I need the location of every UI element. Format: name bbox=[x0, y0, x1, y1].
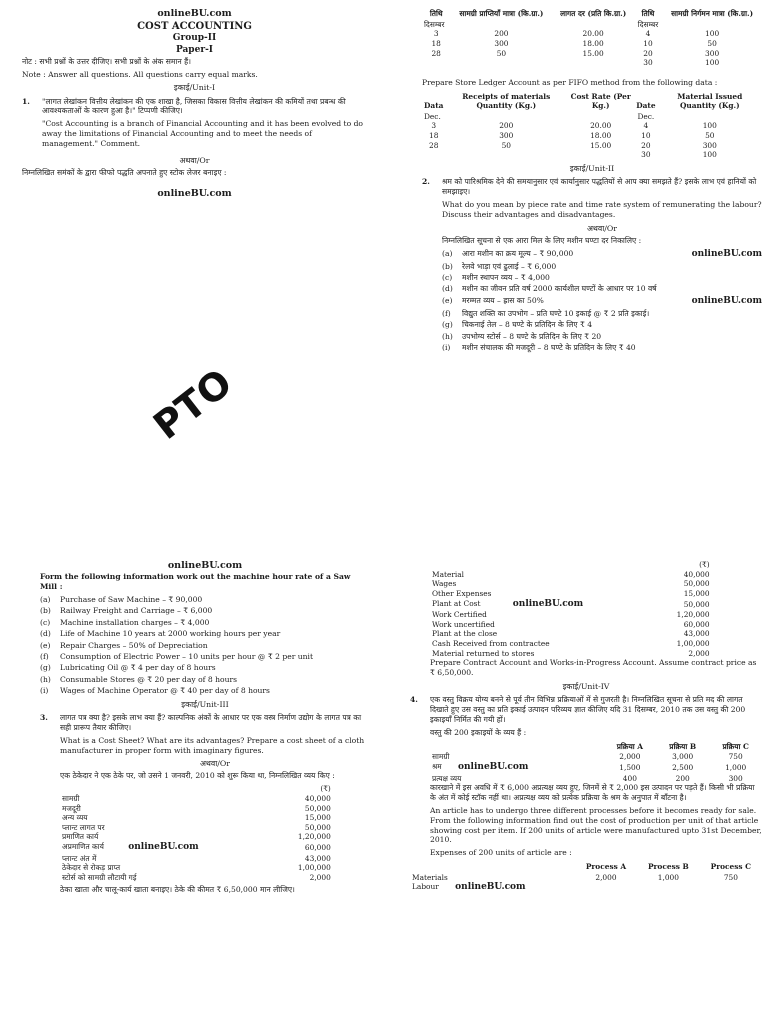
unit-heading: इकाई/Unit-I bbox=[173, 83, 216, 93]
or-question-hindi: निम्नलिखित समंकों के द्वारा फीफो पद्धति अपनाते हुए स्टोक लेजर बनाइए : bbox=[22, 167, 227, 177]
question-4 bbox=[410, 695, 762, 861]
table-row: 30 100 bbox=[641, 150, 717, 160]
list-item: (h) उपभोग्य स्टोर्स – 8 घण्टे के प्रतिदिन के लिए ₹ 20 bbox=[442, 331, 602, 341]
table-row: 18 300 18.00 10 50 bbox=[431, 38, 717, 48]
list-item: (d) मशीन का जीवन प्रति वर्ष 2000 कार्यशील घण्टों के आधार पर 10 वर्ष bbox=[442, 284, 657, 294]
table-header: तिथि bbox=[641, 9, 655, 18]
machine-rate-intro: Form the following information work out the machine hour rate of a Saw Mill : bbox=[40, 572, 351, 592]
unit-heading: इकाई/Unit-III bbox=[181, 699, 229, 709]
table-row: 28 50 15.00 20 300 bbox=[429, 140, 717, 150]
or-question-hindi: निम्नलिखित सूचना से एक आरा मिल के लिए मशीन घण्टा दर निकालिए : bbox=[442, 235, 642, 245]
table-header: Process C bbox=[710, 862, 752, 872]
table-row: Work Certified 1,20,000 bbox=[432, 610, 710, 620]
list-item: (a) Purchase of Saw Machine – ₹ 90,000 bbox=[40, 595, 203, 605]
table-row: Plant at Cost onlineBU.com 50,000 bbox=[432, 598, 710, 609]
machine-items-hindi bbox=[442, 249, 762, 353]
list-item: (g) चिकनाई तेल – 8 घण्टे के प्रतिदिन के लिए ₹ 4 bbox=[442, 320, 593, 330]
table-row: मजदूरी 50,000 bbox=[62, 803, 331, 813]
prepare-instruction: Prepare Contract Account and Works-in-Progress Account. Assume contract price as ₹ 6,50,000. bbox=[430, 658, 757, 678]
list-item: (e) मरम्मत व्यय – ह्रास का 50% onlineBU.com bbox=[442, 295, 762, 306]
note-hindi: नोट : सभी प्रश्नों के उत्तर दीजिए। सभी प्रश्नों के अंक समान हैं। bbox=[22, 56, 191, 66]
process-table-english bbox=[410, 861, 762, 894]
table-row: Labour onlineBU.com bbox=[412, 882, 526, 893]
watermark: onlineBU.com bbox=[691, 248, 762, 259]
month-label: Dec. bbox=[637, 111, 655, 121]
table-header: Process A bbox=[585, 862, 627, 872]
overhead-note-hindi: कारखाने में इस अवधि में ₹ 6,000 अप्रत्यक्ष व्यय हुए, जिनमें से ₹ 2,000 इस उत्पादन पर पड़ते हैं। किसी भी प्रक्रिया के अंत में कोई स्टॉक नहीं था। अप्रत्यक्ष व्यय को प्रत्येक प्रक्रिया के श्रम के अनुपात में बाँटना है। bbox=[430, 783, 755, 803]
rupee-header: (₹) bbox=[699, 560, 710, 569]
prepare-instruction: Prepare Store Ledger Account as per FIFO method from the following data : bbox=[422, 77, 718, 87]
english-stock-table bbox=[422, 91, 762, 160]
table-header: Cost Rate (Per Kg.) bbox=[570, 91, 631, 111]
watermark: onlineBU.com bbox=[157, 187, 232, 199]
bottom-right-column bbox=[410, 560, 762, 1020]
note-english: Note : Answer all questions. All questions carry equal marks. bbox=[22, 69, 258, 79]
table-row: स्टोर्स को सामग्री लौटायी गई 2,000 bbox=[62, 873, 331, 883]
or-divider: अथवा/Or bbox=[179, 155, 210, 165]
table-header: Process B bbox=[647, 862, 689, 872]
watermark: onlineBU.com bbox=[691, 295, 762, 306]
contract-table-hindi bbox=[60, 784, 333, 882]
table-header: Material Issued Quantity (Kg.) bbox=[677, 91, 743, 111]
list-item: (h) Consumable Stores @ ₹ 20 per day of 8 hours bbox=[40, 674, 237, 684]
question-english: What do you mean by piece rate and time rate system of remunerating the labour? Discuss their advantages and disadvantages. bbox=[442, 199, 762, 219]
top-left-column bbox=[22, 8, 367, 548]
unit-heading: इकाई/Unit-II bbox=[569, 163, 615, 173]
paper-label: Paper-I bbox=[175, 45, 214, 56]
table-header: सामग्री प्राप्तियाँ मात्रा (कि.ग्रा.) bbox=[459, 9, 544, 18]
table-row: Materials 2,000 1,000 750 bbox=[412, 872, 738, 882]
question-hindi: श्रम को पारिश्रमिक देने की समयानुसार एवं कार्यानुसार पद्धतियों से आप क्या समझते हैं? इसके लाभ एवं हानियों को समझाइए। bbox=[442, 177, 757, 196]
table-row: Material returned to stores 2,000 bbox=[432, 648, 710, 658]
list-item: (d) Life of Machine 10 years at 2000 working hours per year bbox=[40, 629, 281, 639]
list-item: (f) विद्युत शक्ति का उपभोग – प्रति घण्टे 10 इकाई @ ₹ 2 प्रति इकाई। bbox=[442, 308, 650, 318]
top-right-column bbox=[422, 8, 762, 548]
watermark: onlineBU.com bbox=[157, 8, 232, 19]
group-label: Group-II bbox=[172, 33, 217, 44]
table-row: ठेकेदार से रोकड़ प्राप्त 1,00,000 bbox=[62, 863, 331, 873]
table-row: प्लान्ट अंत में 43,000 bbox=[62, 853, 331, 863]
table-row: 30 100 bbox=[643, 58, 720, 68]
closing-instruction-hindi: ठेका खाता और चालू-कार्य खाता बनाइए। ठेके की कीमत ₹ 6,50,000 मान लीजिए। bbox=[60, 884, 295, 894]
expense-intro-english: Expenses of 200 units of article are : bbox=[430, 848, 572, 858]
machine-items-english bbox=[40, 595, 370, 696]
question-english: What is a Cost Sheet? What are its advantages? Prepare a cost sheet of a cloth manufacturer in proper form with imaginary figures. bbox=[60, 735, 365, 755]
table-row: अन्य व्यय 15,000 bbox=[62, 813, 331, 823]
watermark: onlineBU.com bbox=[455, 882, 526, 893]
question-hindi: एक वस्तु विक्रय योग्य बनने से पूर्व तीन विभिन्न प्रक्रियाओं में से गुजरती है। निम्नलिखित सूचना से प्रति मद की लागत दिखाते हुए उस वस्तु का प्रति इकाई उत्पादन परिव्यय ज्ञात कीजिए यदि 31 दिसम्बर, 2010 तक उस वस्तु की 200 इकाइयाँ निर्मित की गयी हों। bbox=[430, 695, 746, 724]
question-hindi: "लागत लेखांकन वित्तीय लेखांकन की एक शाखा है, जिसका विकास वित्तीय लेखांकन की कमियों तथा प्रबन्ध की आवश्यकताओं के कारण हुआ है।" टिप्पणी कीजिए। bbox=[42, 96, 346, 116]
table-header: प्रक्रिया B bbox=[669, 741, 697, 751]
question-1 bbox=[22, 97, 367, 152]
table-row: श्रम onlineBU.com 1,500 2,500 1,000 bbox=[432, 761, 747, 772]
list-item: (e) Repair Charges – 50% of Depreciation bbox=[40, 640, 208, 650]
table-header: Date bbox=[636, 101, 656, 111]
or-divider: अथवा/Or bbox=[199, 759, 231, 769]
table-row: प्रत्यक्ष व्यय 400 200 300 bbox=[432, 773, 743, 783]
table-row: 3 200 20.00 4 100 bbox=[433, 29, 720, 39]
watermark: onlineBU.com bbox=[458, 761, 529, 772]
pto-stamp: PTO bbox=[145, 360, 241, 448]
contract-table-english bbox=[430, 560, 712, 658]
list-item: (i) मशीन संचालक की मजदूरी – 8 घण्टे के प्रतिदिन के लिए ₹ 40 bbox=[442, 343, 636, 353]
table-header: सामग्री निर्गमन मात्रा (कि.ग्रा.) bbox=[671, 9, 754, 18]
question-number: 4. bbox=[410, 695, 418, 705]
table-row: प्रमाणित कार्य 1,20,000 bbox=[62, 832, 331, 842]
question-2 bbox=[422, 177, 762, 354]
table-row: 3 200 20.00 4 100 bbox=[431, 121, 717, 131]
hindi-stock-table bbox=[422, 8, 762, 68]
table-row: सामग्री 2,000 3,000 750 bbox=[432, 752, 743, 762]
list-item: (g) Lubricating Oil @ ₹ 4 per day of 8 hours bbox=[40, 663, 216, 673]
bottom-left-column bbox=[40, 560, 370, 1020]
table-row: सामग्री 40,000 bbox=[62, 793, 331, 803]
table-row: Cash Received from contractee 1,00,000 bbox=[432, 639, 710, 649]
expense-intro-hindi: वस्तु की 200 इकाइयों के व्यय हैं : bbox=[430, 727, 527, 737]
question-number: 1. bbox=[22, 96, 30, 106]
watermark: onlineBU.com bbox=[512, 598, 584, 609]
question-english: "Cost Accounting is a branch of Financial Accounting and it has been evolved to do away the limitations of Financial Accounting and to meet the needs of management." Comment. bbox=[42, 119, 363, 148]
table-header: तिथि bbox=[429, 9, 443, 18]
question-number: 2. bbox=[422, 177, 430, 187]
table-row: अप्रमाणित कार्य onlineBU.com 60,000 bbox=[62, 842, 331, 853]
list-item: (a) आरा मशीन का क्रय मूल्य – ₹ 90,000 onlineBU.com bbox=[442, 248, 762, 259]
table-row: 28 50 15.00 20 300 bbox=[431, 48, 720, 58]
rupee-header: (₹) bbox=[320, 784, 331, 794]
question-hindi: लागत पत्र क्या है? इसके लाभ क्या हैं? काल्पनिक अंकों के आधार पर एक वस्त्र निर्माण उद्योग के लागत पत्र का सही प्रारूप तैयार कीजिए। bbox=[60, 712, 362, 732]
process-table-hindi bbox=[430, 741, 762, 784]
table-header: Receipts of materials Quantity (Kg.) bbox=[462, 91, 551, 111]
list-item: (f) Consumption of Electric Power – 10 units per hour @ ₹ 2 per unit bbox=[40, 651, 313, 661]
month-label: दिसम्बर bbox=[637, 19, 659, 29]
watermark: onlineBU.com bbox=[167, 560, 243, 571]
list-item: (c) मशीन स्थापन व्यय – ₹ 4,000 bbox=[442, 273, 550, 283]
month-label: दिसम्बर bbox=[424, 19, 445, 29]
table-header: Data bbox=[424, 101, 444, 111]
table-row: प्लान्ट लागत पर 50,000 bbox=[62, 822, 331, 832]
list-item: (i) Wages of Machine Operator @ ₹ 40 per day of 8 hours bbox=[40, 685, 270, 695]
table-row: Wages 50,000 bbox=[432, 579, 710, 589]
table-row: 18 300 18.00 10 50 bbox=[429, 131, 715, 141]
or-divider: अथवा/Or bbox=[586, 223, 618, 233]
list-item: (b) रेलवे भाड़ा एवं ढुलाई – ₹ 6,000 bbox=[442, 261, 557, 271]
watermark: onlineBU.com bbox=[128, 842, 199, 853]
unit-heading: इकाई/Unit-IV bbox=[562, 682, 610, 692]
list-item: (c) Machine installation charges – ₹ 4,000 bbox=[40, 617, 210, 627]
table-header: प्रक्रिया C bbox=[722, 741, 749, 751]
question-3 bbox=[40, 713, 370, 898]
or-question-hindi: एक ठेकेदार ने एक ठेके पर, जो उसने 1 जनवरी, 2010 को शुरू किया था, निम्नलिखित व्यय किए : bbox=[60, 771, 335, 781]
paper-title: COST ACCOUNTING bbox=[137, 21, 252, 33]
table-row: Plant at the close 43,000 bbox=[432, 629, 710, 639]
table-row: Other Expenses 15,000 bbox=[432, 588, 710, 598]
question-number: 3. bbox=[40, 712, 48, 722]
table-row: Material 40,000 bbox=[432, 569, 710, 579]
question-english: An article has to undergo three different processes before it becomes ready for sale. From the following information find out the cost of production per unit of that article showing cost per item. If 200 units of article were manufactured upto 31st December, 2010. bbox=[430, 805, 762, 845]
month-label: Dec. bbox=[424, 111, 441, 121]
list-item: (b) Railway Freight and Carriage – ₹ 6,000 bbox=[40, 606, 213, 616]
table-row: Work uncertified 60,000 bbox=[432, 619, 710, 629]
table-header: प्रक्रिया A bbox=[616, 741, 643, 751]
table-header: लागत दर (प्रति कि.ग्रा.) bbox=[560, 9, 627, 18]
